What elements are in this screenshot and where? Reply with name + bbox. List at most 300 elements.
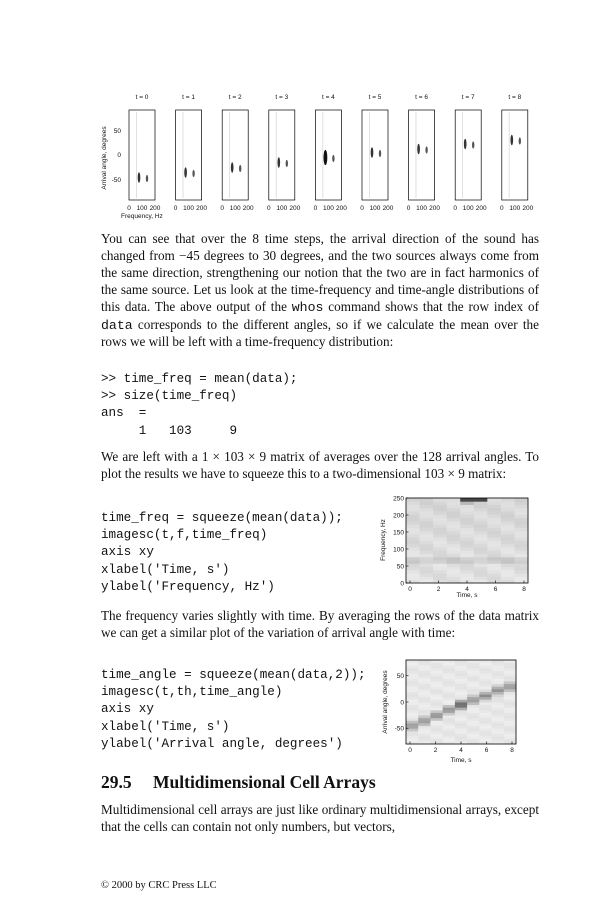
tf-cell (420, 531, 434, 535)
ta-ytick-label: -50 (394, 725, 404, 733)
ta-cell (430, 673, 443, 676)
panel-xtick: 0 (127, 205, 131, 212)
ta-cell (455, 699, 468, 702)
ta-cell (443, 715, 456, 718)
ta-cell (430, 710, 443, 713)
code-line: time_freq = squeeze(mean(data)); (101, 511, 343, 525)
code-line: >> time_freq = mean(data); (101, 372, 298, 386)
panel-frame (269, 110, 295, 200)
ta-cell (418, 681, 431, 684)
ta-cell (479, 723, 492, 726)
code-line: time_angle = squeeze(mean(data,2)); (101, 668, 366, 682)
ta-cell (479, 671, 492, 674)
tf-cell (487, 534, 501, 538)
ta-cell (455, 702, 468, 705)
panel-xtick: 0 (360, 205, 364, 212)
ta-cell (406, 694, 419, 697)
ta-cell (492, 678, 505, 681)
tf-cell (406, 563, 420, 567)
ta-cell (479, 663, 492, 666)
ta-cell (504, 702, 517, 705)
section-number: 29.5 (101, 772, 132, 792)
tf-cell (406, 550, 420, 554)
tf-cell (406, 521, 420, 525)
ta-cell (455, 676, 468, 679)
angle-frequency-panels-figure (95, 88, 540, 223)
ta-cell (418, 676, 431, 679)
ta-cell (430, 689, 443, 692)
ta-cell (492, 660, 505, 663)
tf-cell (501, 521, 515, 525)
tf-cell (501, 560, 515, 564)
tf-cell (514, 570, 528, 574)
tf-cell (447, 511, 461, 515)
tf-cell (406, 544, 420, 548)
panel-xtick: 0 (453, 205, 458, 212)
code-block-time-freq (101, 510, 343, 596)
ta-cell (418, 731, 431, 734)
tf-cell (420, 527, 434, 531)
tf-cell (447, 560, 461, 564)
ta-cell (479, 715, 492, 718)
ta-cell (455, 671, 468, 674)
ta-cell (418, 692, 431, 695)
ta-cell (479, 736, 492, 739)
tf-cell (460, 544, 474, 548)
ta-cell (504, 681, 517, 684)
ta-cell (467, 705, 480, 708)
tf-ytick-label: 250 (393, 495, 404, 503)
ta-cell (418, 668, 431, 671)
tf-cell (514, 527, 528, 531)
ta-cell (443, 699, 456, 702)
ta-cell (418, 697, 431, 700)
tf-cell (420, 511, 434, 515)
ta-cell (492, 713, 505, 716)
tf-cell (433, 557, 447, 561)
tf-xtick-label: 4 (465, 586, 469, 593)
tf-cell (501, 537, 515, 541)
ta-cell (479, 705, 492, 708)
ta-cell (406, 671, 419, 674)
panel-xtick: 0 (266, 205, 271, 212)
ta-cell (504, 731, 517, 734)
ta-cell (443, 692, 456, 695)
tf-cell (487, 531, 501, 535)
tf-cell (460, 505, 474, 509)
tf-cell (406, 531, 420, 535)
tf-cell (433, 541, 447, 545)
tf-cell (460, 560, 474, 564)
tf-xtick-label: 0 (408, 586, 412, 593)
ta-cell (406, 702, 419, 705)
ta-cell (406, 739, 419, 742)
tf-cell (420, 563, 434, 567)
ta-cell (430, 678, 443, 681)
ta-cell (479, 726, 492, 729)
tf-cell (514, 563, 528, 567)
code-block-size (101, 371, 298, 440)
panel-frame (176, 110, 202, 200)
tf-cell (406, 560, 420, 564)
tf-cell (501, 573, 515, 577)
ta-cell (406, 684, 419, 687)
ta-cell (418, 707, 431, 710)
tf-cell (433, 518, 447, 522)
ta-cell (479, 689, 492, 692)
ta-cell (443, 739, 456, 742)
ta-cell (443, 668, 456, 671)
ta-cell (492, 684, 505, 687)
tf-cell (501, 498, 515, 502)
tf-cell (460, 570, 474, 574)
ta-cell (406, 678, 419, 681)
tf-cell (420, 554, 434, 558)
ta-cell (504, 720, 517, 723)
ta-cell (479, 665, 492, 668)
tf-cell (406, 527, 420, 531)
ta-cell (492, 671, 505, 674)
tf-cell (487, 570, 501, 574)
tf-cell (474, 524, 488, 528)
tf-cell (406, 557, 420, 561)
source-blob (510, 135, 513, 146)
panel-frame (455, 110, 481, 200)
code-line: imagesc(t,f,time_freq) (101, 528, 268, 543)
ta-cell (479, 692, 492, 695)
tf-cell (487, 521, 501, 525)
ta-cell (455, 723, 468, 726)
ta-cell (443, 723, 456, 726)
ta-cell (467, 673, 480, 676)
tf-cell (460, 576, 474, 580)
tf-cell (514, 573, 528, 577)
ta-cell (504, 686, 517, 689)
ta-xtick-label: 0 (408, 747, 412, 754)
ta-cell (418, 710, 431, 713)
panel-xtick: 0 (173, 205, 178, 212)
panel-title: t = 2 (228, 94, 242, 101)
panel-title: t = 5 (368, 94, 382, 101)
ta-cell (479, 676, 492, 679)
ta-cell (455, 663, 468, 666)
panel-xtick: 100 (276, 205, 288, 212)
ta-cell (430, 694, 443, 697)
tf-cell (460, 524, 474, 528)
ta-cell (443, 731, 456, 734)
tf-cell (514, 567, 528, 571)
panel-xtick: 200 (289, 205, 301, 212)
ta-cell (418, 694, 431, 697)
tf-cell (460, 557, 474, 561)
ta-cell (467, 684, 480, 687)
tf-ylabel: Frequency, Hz (380, 519, 387, 561)
ta-cell (504, 668, 517, 671)
tf-cell (460, 537, 474, 541)
source-blob (425, 146, 427, 153)
tf-cell (460, 501, 474, 505)
panel-faint-trace (183, 112, 184, 198)
source-blob (138, 172, 141, 183)
source-blob (277, 157, 280, 168)
tf-cell (487, 576, 501, 580)
ta-cell (406, 723, 419, 726)
tf-cell (487, 573, 501, 577)
ta-cell (430, 692, 443, 695)
ta-cell (406, 689, 419, 692)
tf-cell (433, 544, 447, 548)
tf-cell (474, 518, 488, 522)
ta-cell (430, 728, 443, 731)
tf-cell (501, 554, 515, 558)
tf-cell (514, 498, 528, 502)
source-blob (464, 139, 467, 150)
ta-cell (467, 739, 480, 742)
ta-xtick-label: 6 (484, 747, 489, 754)
tf-cell (514, 531, 528, 535)
ta-cell (492, 681, 505, 684)
tf-cell (420, 514, 434, 518)
tf-cell (433, 567, 447, 571)
panel-faint-trace (509, 112, 510, 198)
ta-cell (479, 707, 492, 710)
ta-cell (418, 726, 431, 729)
paragraph-cell-arrays: Multidimensional cell arrays are just like ordinary multidimensional arrays, except that the cells can contain not only numbers, but vectors, (101, 802, 539, 834)
source-blob (332, 155, 334, 162)
ta-cell (430, 720, 443, 723)
ta-cell (418, 736, 431, 739)
paragraph-intro-mid: command shows that the row index of (323, 298, 539, 314)
ta-cell (443, 707, 456, 710)
tf-cell (460, 508, 474, 512)
ta-xlabel: Time, s (450, 757, 472, 764)
tf-cell (474, 563, 488, 567)
ta-cell (443, 734, 456, 737)
ta-cell (430, 702, 443, 705)
ta-cell (430, 739, 443, 742)
tf-cell (474, 498, 488, 502)
ta-cell (418, 699, 431, 702)
tf-cell (460, 498, 474, 502)
ta-cell (504, 705, 517, 708)
ta-cell (443, 713, 456, 716)
tf-ytick-label: 100 (393, 546, 404, 554)
tf-cell (474, 527, 488, 531)
ta-cell (467, 720, 480, 723)
panel-faint-trace (136, 112, 137, 198)
ta-ylabel: Arrival angle, degrees (382, 670, 389, 734)
ta-cell (504, 736, 517, 739)
tf-cell (514, 537, 528, 541)
panel-xtick: 0 (313, 205, 318, 212)
tf-cell (460, 547, 474, 551)
ta-cell (492, 731, 505, 734)
ta-cell (467, 678, 480, 681)
ta-cell (492, 689, 505, 692)
ta-cell (406, 692, 419, 695)
ta-cell (492, 699, 505, 702)
tf-cell (514, 501, 528, 505)
source-blob (472, 141, 474, 148)
code-line: xlabel('Time, s') (101, 562, 230, 577)
ta-cell (418, 734, 431, 737)
copyright-footer: © 2000 by CRC Press LLC (101, 880, 217, 891)
tf-cell (433, 570, 447, 574)
ta-cell (479, 734, 492, 737)
tf-cell (447, 531, 461, 535)
source-blob (417, 144, 420, 155)
ta-cell (443, 676, 456, 679)
ta-cell (406, 731, 419, 734)
panel-xtick: 200 (475, 205, 487, 212)
tf-cell (406, 537, 420, 541)
inline-code-whos: whos (291, 299, 324, 315)
ta-cell (443, 702, 456, 705)
tf-cell (501, 534, 515, 538)
ta-cell (504, 713, 517, 716)
tf-cell (487, 557, 501, 561)
ta-cell (430, 681, 443, 684)
tf-cell (474, 576, 488, 580)
ta-cell (443, 728, 456, 731)
tf-cell (433, 505, 447, 509)
ta-cell (455, 718, 468, 721)
tf-xtick-label: 6 (493, 586, 498, 593)
ta-cell (467, 726, 480, 729)
ta-cell (430, 713, 443, 716)
ta-cell (406, 668, 419, 671)
tf-cell (433, 531, 447, 535)
tf-cell (460, 531, 474, 535)
ta-cell (430, 734, 443, 737)
ta-cell (455, 697, 468, 700)
source-blob (231, 162, 234, 173)
tf-cell (514, 550, 528, 554)
panel-faint-trace (369, 112, 370, 198)
tf-cell (447, 544, 461, 548)
panel-xtick: 100 (183, 205, 195, 212)
tf-cell (433, 508, 447, 512)
tf-cell (406, 498, 420, 502)
tf-cell (474, 531, 488, 535)
tf-cell (433, 501, 447, 505)
ta-cell (455, 736, 468, 739)
panel-frame (502, 110, 528, 200)
tf-cell (487, 554, 501, 558)
panel-title: t = 1 (182, 94, 196, 101)
ta-cell (406, 728, 419, 731)
fig1-ytick-neg50: -50 (111, 177, 121, 184)
tf-cell (514, 514, 528, 518)
tf-cell (433, 560, 447, 564)
paragraph-intro-end: corresponds to the different angles, so if we calculate the mean over the rows we will be left with a time-frequency distribution: (101, 316, 539, 350)
tf-cell (474, 541, 488, 545)
tf-cell (406, 570, 420, 574)
panel-xtick: 200 (522, 205, 534, 212)
ta-cell (479, 694, 492, 697)
ta-cell (492, 726, 505, 729)
ta-cell (479, 739, 492, 742)
code-line: ans = (101, 406, 147, 421)
ta-cell (504, 694, 517, 697)
ta-cell (418, 660, 431, 663)
tf-cell (447, 518, 461, 522)
tf-cell (514, 547, 528, 551)
tf-cell (447, 508, 461, 512)
code-block-time-angle (101, 667, 366, 753)
ta-cell (492, 692, 505, 695)
tf-cell (501, 576, 515, 580)
ta-cell (430, 731, 443, 734)
ta-cell (455, 678, 468, 681)
tf-cell (514, 557, 528, 561)
tf-cell (487, 505, 501, 509)
source-blob (323, 150, 327, 165)
tf-cell (447, 550, 461, 554)
ta-cell (430, 671, 443, 674)
tf-ytick-label: 0 (400, 580, 404, 588)
tf-cell (474, 521, 488, 525)
ta-cell (455, 692, 468, 695)
tf-cell (460, 541, 474, 545)
tf-cell (460, 563, 474, 567)
panel-title: t = 7 (461, 94, 475, 101)
tf-cell (474, 514, 488, 518)
tf-cell (420, 550, 434, 554)
ta-cell (430, 684, 443, 687)
ta-cell (430, 705, 443, 708)
ta-cell (406, 665, 419, 668)
tf-cell (501, 531, 515, 535)
panel-frame (315, 110, 341, 200)
tf-cell (420, 541, 434, 545)
tf-cell (474, 508, 488, 512)
ta-cell (492, 707, 505, 710)
tf-cell (420, 576, 434, 580)
ta-cell (467, 697, 480, 700)
tf-cell (406, 524, 420, 528)
tf-cell (501, 570, 515, 574)
tf-ytick-label: 200 (393, 512, 404, 520)
tf-cell (433, 511, 447, 515)
ta-cell (406, 705, 419, 708)
code-line: imagesc(t,th,time_angle) (101, 685, 283, 700)
ta-cell (467, 694, 480, 697)
ta-cell (455, 710, 468, 713)
tf-cell (447, 534, 461, 538)
ta-cell (504, 678, 517, 681)
tf-cell (514, 518, 528, 522)
tf-cell (501, 563, 515, 567)
tf-cell (514, 511, 528, 515)
tf-cell (474, 573, 488, 577)
panel-xtick: 100 (136, 205, 148, 212)
source-blob (192, 170, 194, 177)
tf-cell (501, 518, 515, 522)
tf-cell (406, 554, 420, 558)
ta-cell (455, 673, 468, 676)
ta-cell (479, 710, 492, 713)
ta-cell (492, 705, 505, 708)
ta-cell (479, 678, 492, 681)
tf-cell (460, 527, 474, 531)
tf-cell (474, 544, 488, 548)
ta-cell (430, 718, 443, 721)
ta-cell (479, 720, 492, 723)
tf-cell (474, 567, 488, 571)
ta-cell (504, 718, 517, 721)
tf-cell (487, 550, 501, 554)
